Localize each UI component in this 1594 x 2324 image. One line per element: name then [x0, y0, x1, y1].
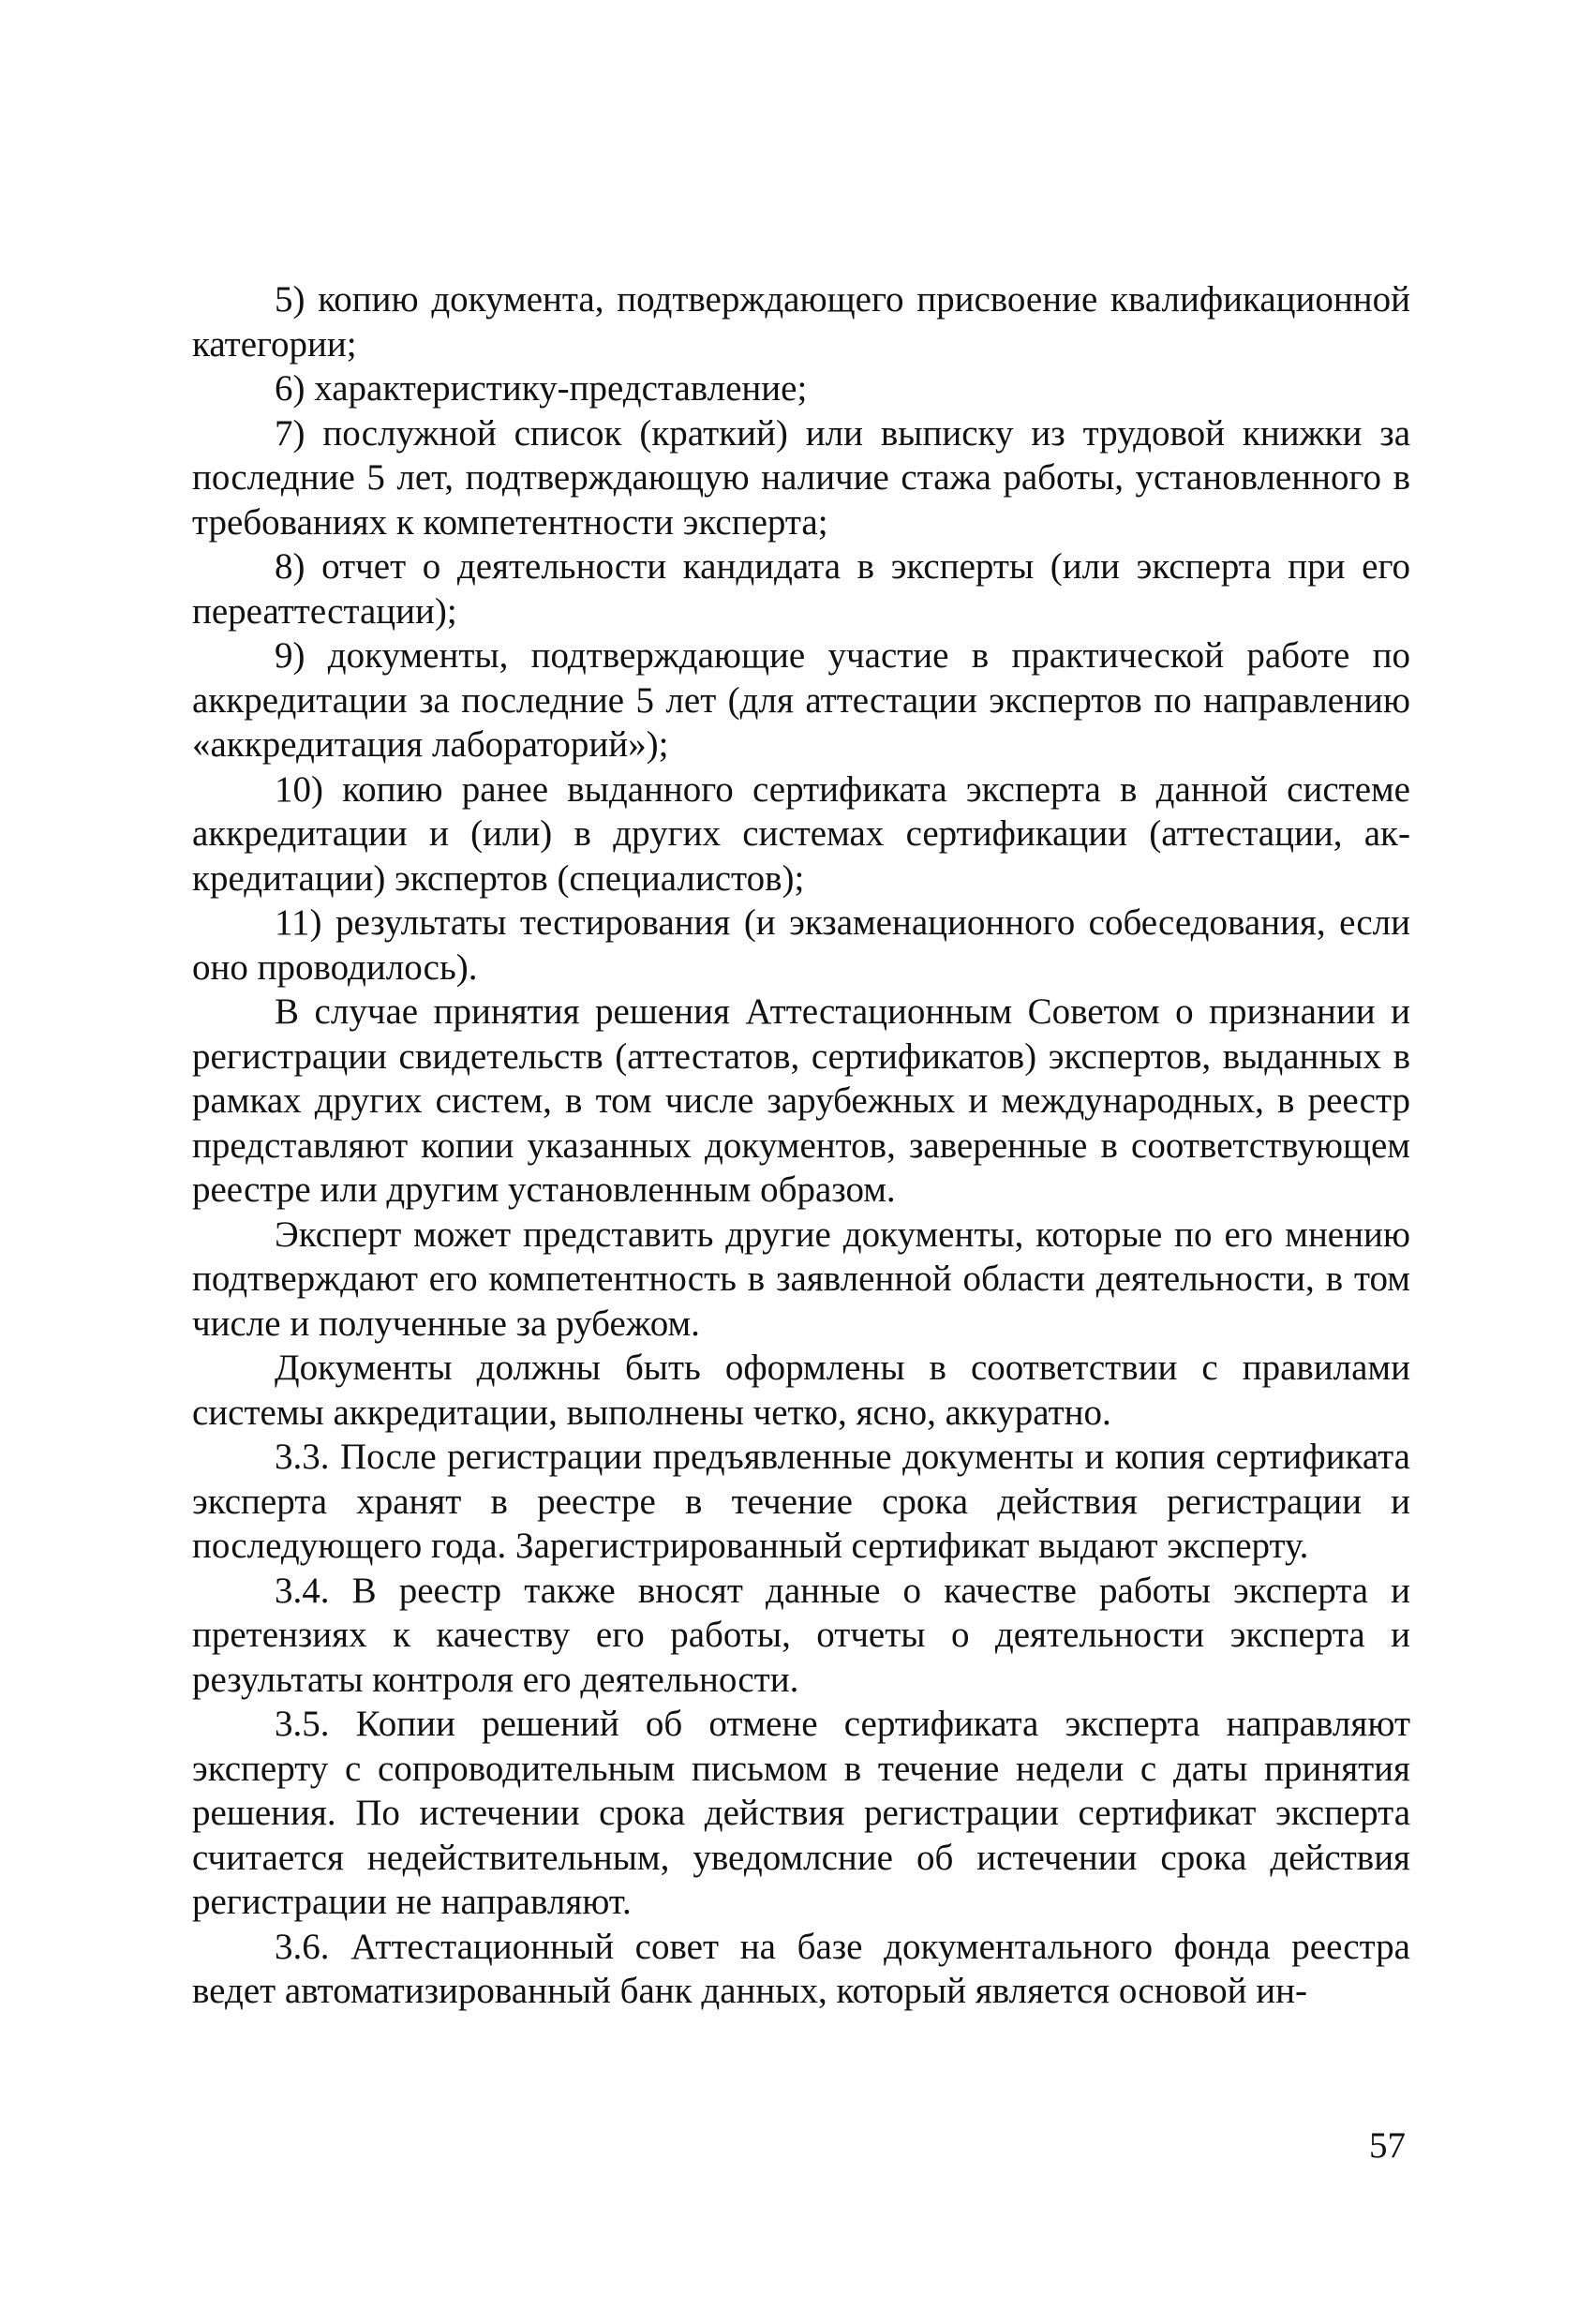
- page-number: 57: [1369, 2125, 1406, 2166]
- paragraph-item-5: 5) копию документа, подтверждающего присвоение квалификационной категории;: [192, 279, 1410, 365]
- paragraph-foreign-certificates: В случае принятия решения Аттестационным Советом о признании и регистрации свидетельств (аттестатов, сертификатов) экспертов, выданных в рамках других систем, в том числе зарубежных и международных, в реестр представляют копии указанных документов, заверенные в соответствующем реестре или другим установленным образом.: [192, 991, 1410, 1210]
- body-text: [192, 277, 1410, 2014]
- paragraph-item-11: 11) результаты тестирования (и экзаменационного собеседования, если оно проводилось).: [192, 902, 1410, 988]
- paragraph-other-documents: Эксперт может представить другие документы, которые по его мнению подтверждают его компетентность в заявленной области деятельности, в том числе и полученные за рубежом.: [192, 1214, 1410, 1344]
- paragraph-item-6: 6) характеристику-представление;: [275, 368, 808, 409]
- paragraph-item-9: 9) документы, подтверждающие участие в практической работе по аккредитации за последние 5 лет (для аттестации экспертов по направлению «аккредитация лабораторий»);: [192, 635, 1410, 765]
- paragraph-item-8: 8) отчет о деятельности кандидата в эксперты (или эксперта при его переаттестации);: [192, 546, 1410, 632]
- paragraph-item-7: 7) послужной список (краткий) или выписку из трудовой книжки за последние 5 лет, подтверждающую наличие стажа работы, установленного в требованиях к компетентности эксперта;: [192, 412, 1410, 543]
- paragraph-item-10: 10) копию ранее выданного сертификата эксперта в данной системе аккредитации и (или) в других системах сертификации (аттестации, аккредитации) экспертов (специалистов);: [192, 768, 1410, 899]
- paragraph-section-3-5: 3.5. Копии решений об отмене сертификата эксперта направляют эксперту с сопроводительным письмом в течение недели с даты принятия решения. По истечении срока действия регистрации сертификат эксперта считается недействительным, уведомлсние об истечении срока действия регистрации не направляют.: [192, 1704, 1410, 1922]
- paragraph-section-3-6: 3.6. Аттестационный совет на базе документального фонда реестра ведет автоматизированный банк данных, который является основой ин-: [192, 1926, 1410, 2011]
- paragraph-section-3-4: 3.4. В реестр также вносят данные о качестве работы эксперта и претензиях к качеству его работы, отчеты о деятельности эксперта и результаты контроля его деятельности.: [192, 1570, 1410, 1700]
- paragraph-document-format: Документы должны быть оформлены в соответствии с правилами системы аккредитации, выполнены четко, ясно, аккуратно.: [192, 1348, 1410, 1433]
- paragraph-section-3-3: 3.3. После регистрации предъявленные документы и копия сертификата эксперта хранят в реестре в течение срока действия регистрации и последующего года. Зарегистрированный сертификат выдают эксперту.: [192, 1437, 1410, 1566]
